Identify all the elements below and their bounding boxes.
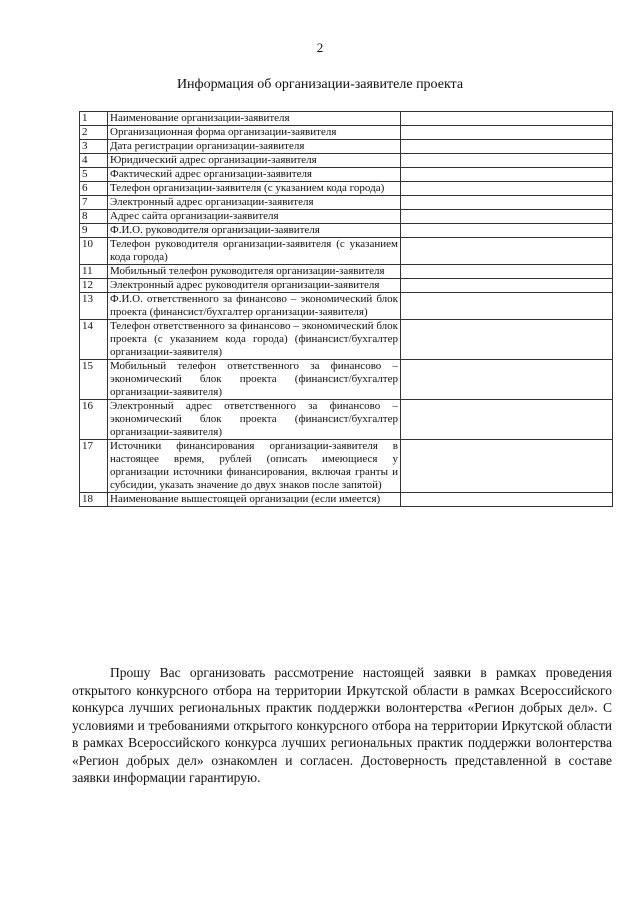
row-label: Ф.И.О. ответственного за финансово – экономический блок проекта (финансист/бухгалтер организации-заявителя): [108, 293, 401, 320]
table-row: [80, 238, 613, 265]
row-value-field[interactable]: [401, 400, 613, 440]
table-row: [80, 210, 613, 224]
row-label: Телефон организации-заявителя (с указанием кода города): [108, 182, 401, 196]
row-value-field[interactable]: [401, 493, 613, 507]
row-number: 10: [80, 238, 108, 265]
request-paragraph: Прошу Вас организовать рассмотрение настоящей заявки в рамках проведения открытого конкурсного отбора на территории Иркутской области в рамках Всероссийского конкурса лучших региональных практик поддержки волонтерства «Регион добрых дел». С условиями и требованиями открытого конкурсного отбора на территории Иркутской области в рамках Всероссийского конкурса лучших региональных практик поддержки волонтерства «Регион добрых дел» ознакомлен и согласен. Достоверность представленной в составе заявки информации гарантирую.: [72, 665, 612, 785]
table-row: [80, 293, 613, 320]
row-label: Наименование вышестоящей организации (если имеется): [108, 493, 401, 507]
table-body: [80, 112, 613, 507]
row-label: Электронный адрес ответственного за финансово – экономический блок проекта (финансист/бухгалтер организации-заявителя): [108, 400, 401, 440]
row-number: 9: [80, 224, 108, 238]
row-number: 3: [80, 140, 108, 154]
row-number: 18: [80, 493, 108, 507]
table-row: [80, 265, 613, 279]
row-value-field[interactable]: [401, 182, 613, 196]
row-number: 8: [80, 210, 108, 224]
row-number: 1: [80, 112, 108, 126]
row-number: 6: [80, 182, 108, 196]
table-row: [80, 440, 613, 493]
row-value-field[interactable]: [401, 279, 613, 293]
row-number: 14: [80, 320, 108, 360]
table-row: [80, 126, 613, 140]
table-row: [80, 279, 613, 293]
row-label: Дата регистрации организации-заявителя: [108, 140, 401, 154]
row-value-field[interactable]: [401, 196, 613, 210]
row-label: Мобильный телефон ответственного за финансово – экономический блок проекта (финансист/бухгалтер организации-заявителя): [108, 360, 401, 400]
row-value-field[interactable]: [401, 360, 613, 400]
applicant-info-table: [79, 111, 613, 507]
row-number: 2: [80, 126, 108, 140]
page-number: 2: [316, 40, 324, 55]
page-title: Информация об организации-заявителе проекта: [176, 77, 464, 92]
row-value-field[interactable]: [401, 126, 613, 140]
row-value-field[interactable]: [401, 210, 613, 224]
row-number: 12: [80, 279, 108, 293]
table-row: [80, 168, 613, 182]
table-row: [80, 320, 613, 360]
row-number: 11: [80, 265, 108, 279]
row-label: Источники финансирования организации-заявителя в настоящее время, рублей (описать имеющиеся у организации источники финансирования, включая гранты и субсидии, указать значение до двух знаков после запятой): [108, 440, 401, 493]
table-row: [80, 360, 613, 400]
row-value-field[interactable]: [401, 224, 613, 238]
row-value-field[interactable]: [401, 140, 613, 154]
row-number: 17: [80, 440, 108, 493]
row-value-field[interactable]: [401, 265, 613, 279]
table-row: [80, 493, 613, 507]
row-label: Ф.И.О. руководителя организации-заявителя: [108, 224, 401, 238]
row-value-field[interactable]: [401, 154, 613, 168]
row-value-field[interactable]: [401, 320, 613, 360]
table-row: [80, 140, 613, 154]
table-row: [80, 154, 613, 168]
table-row: [80, 182, 613, 196]
row-value-field[interactable]: [401, 168, 613, 182]
row-number: 5: [80, 168, 108, 182]
row-label: Организационная форма организации-заявителя: [108, 126, 401, 140]
row-label: Фактический адрес организации-заявителя: [108, 168, 401, 182]
row-label: Мобильный телефон руководителя организации-заявителя: [108, 265, 401, 279]
row-number: 7: [80, 196, 108, 210]
table-row: [80, 224, 613, 238]
row-label: Юридический адрес организации-заявителя: [108, 154, 401, 168]
row-number: 4: [80, 154, 108, 168]
table-row: [80, 196, 613, 210]
row-number: 15: [80, 360, 108, 400]
row-number: 16: [80, 400, 108, 440]
row-value-field[interactable]: [401, 440, 613, 493]
row-label: Электронный адрес руководителя организации-заявителя: [108, 279, 401, 293]
row-value-field[interactable]: [401, 293, 613, 320]
row-value-field[interactable]: [401, 238, 613, 265]
row-label: Адрес сайта организации-заявителя: [108, 210, 401, 224]
row-label: Наименование организации-заявителя: [108, 112, 401, 126]
row-value-field[interactable]: [401, 112, 613, 126]
row-label: Электронный адрес организации-заявителя: [108, 196, 401, 210]
row-label: Телефон руководителя организации-заявителя (с указанием кода города): [108, 238, 401, 265]
row-number: 13: [80, 293, 108, 320]
row-label: Телефон ответственного за финансово – экономический блок проекта (с указанием кода города) (финансист/бухгалтер организации-заявителя): [108, 320, 401, 360]
table-row: [80, 112, 613, 126]
table-row: [80, 400, 613, 440]
